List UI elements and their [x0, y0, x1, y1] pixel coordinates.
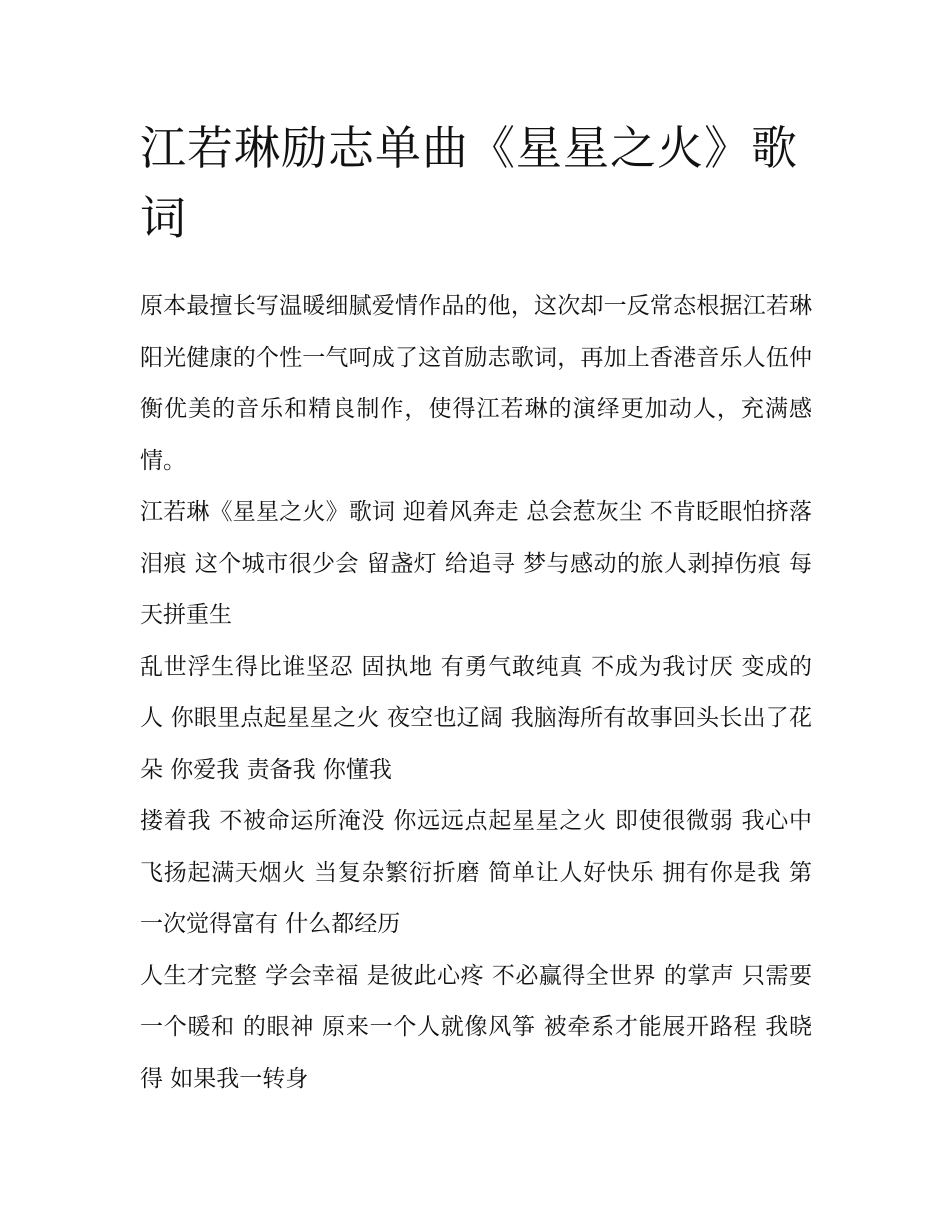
- document-page: [140, 113, 812, 1105]
- lyrics-paragraph-2: 乱世浮生得比谁坚忍 固执地 有勇气敢纯真 不成为我讨厌 变成的人 你眼里点起星星之火 夜空也辽阔 我脑海所有故事回头长出了花朵 你爱我 责备我 你懂我: [140, 653, 812, 783]
- lyrics-paragraph-1: 江若琳《星星之火》歌词 迎着风奔走 总会惹灰尘 不肯眨眼怕挤落泪痕 这个城市很少会 留盏灯 给追寻 梦与感动的旅人剥掉伤痕 每天拼重生: [140, 499, 812, 628]
- page-title: 江若琳励志单曲《星星之火》歌词: [140, 121, 798, 245]
- intro-paragraph: 原本最擅长写温暖细腻爱情作品的他，这次却一反常态根据江若琳阳光健康的个性一气呵成了这首励志歌词，再加上香港音乐人伍仲衡优美的音乐和精良制作，使得江若琳的演绎更加动人，充满感情。: [140, 293, 812, 474]
- lyrics-paragraph-3: 搂着我 不被命运所淹没 你远远点起星星之火 即使很微弱 我心中 飞扬起满天烟火 当复杂繁衍折磨 简单让人好快乐 拥有你是我 第一次觉得富有 什么都经历: [140, 808, 812, 937]
- lyrics-paragraph-4: 人生才完整 学会幸福 是彼此心疼 不必赢得全世界 的掌声 只需要 一个暖和 的眼神 原来一个人就像风筝 被牵系才能展开路程 我晓得 如果我一转身: [140, 962, 812, 1092]
